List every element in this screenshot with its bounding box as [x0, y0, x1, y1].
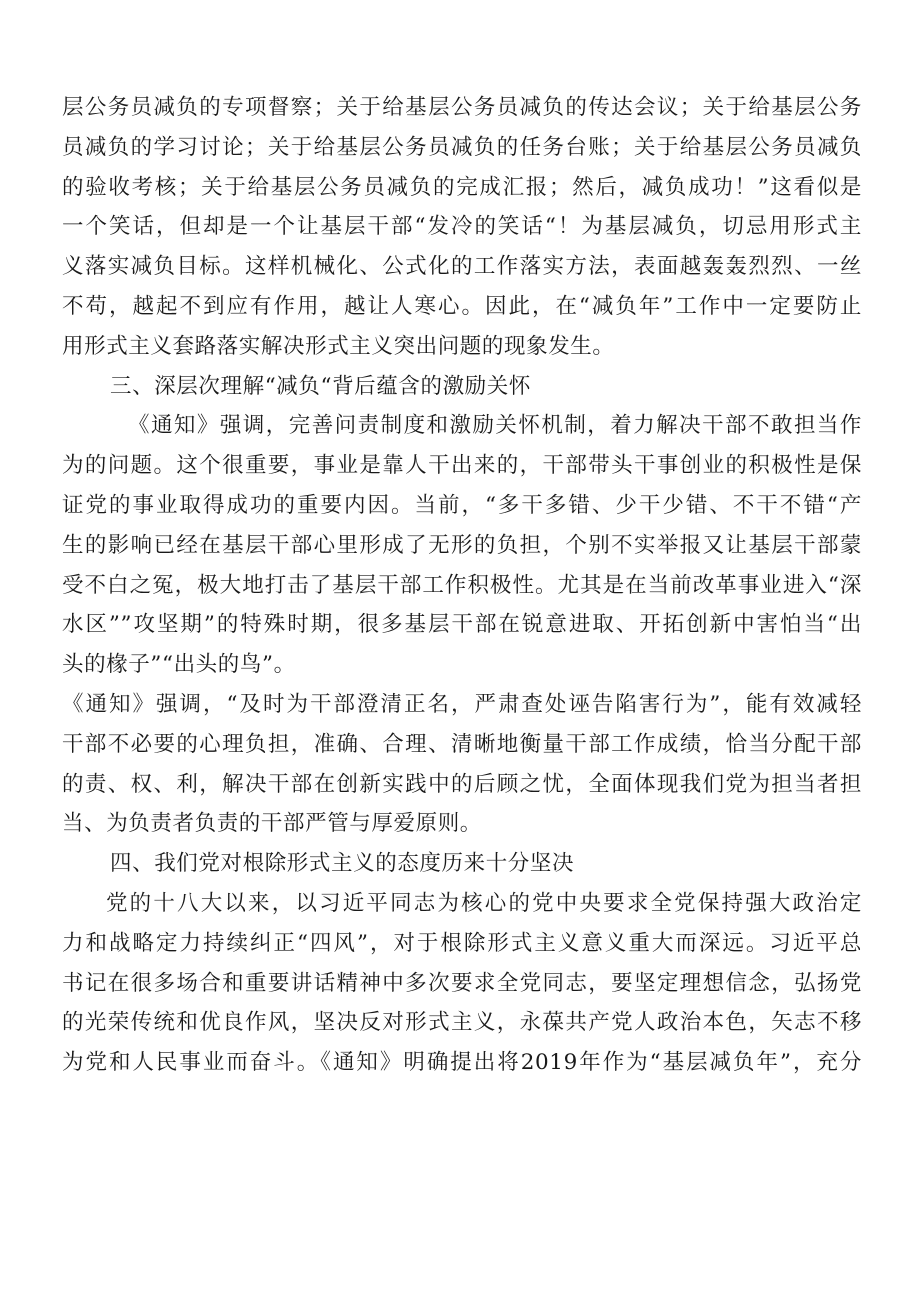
text-line: 为的问题。这个很重要，事业是靠人干出来的，干部带头干事创业的积极性是保 — [62, 453, 862, 479]
text-line: 头的椽子”“出头的鸟”。 — [62, 652, 296, 678]
text-line: 一个笑话，但却是一个让基层干部“发冷的笑话“！为基层减负，切忌用形式主 — [62, 214, 862, 240]
text-line: 员减负的学习讨论；关于给基层公务员减负的任务台账；关于给基层公务员减负 — [62, 134, 862, 160]
text-line: 为党和人民事业而奋斗。《通知》明确提出将2019年作为“基层减负年”，充分 — [62, 1050, 862, 1076]
text-line: 义落实减负目标。这样机械化、公式化的工作落实方法，表面越轰轰烈烈、一丝 — [62, 254, 862, 280]
text-line: 干部不必要的心理负担，准确、合理、清晰地衡量干部工作成绩，恰当分配干部 — [62, 731, 862, 757]
text-line: 党的十八大以来，以习近平同志为核心的党中央要求全党保持强大政治定 — [106, 890, 862, 916]
text-line: 证党的事业取得成功的重要内因。当前，“多干多错、少干少错、不干不错“产 — [62, 492, 862, 518]
text-line: 《通知》强调，完善问责制度和激励关怀机制，着力解决干部不敢担当作 — [128, 413, 862, 439]
text-line: 《通知》强调，“及时为干部澄清正名，严肃查处诬告陷害行为”，能有效减轻 — [62, 691, 862, 717]
text-line: 生的影响已经在基层干部心里形成了无形的负担，个别不实举报又让基层干部蒙 — [62, 532, 862, 558]
text-line: 的责、权、利，解决干部在创新实践中的后顾之忧，全面体现我们党为担当者担 — [62, 771, 862, 797]
text-line: 受不白之冤，极大地打击了基层干部工作积极性。尤其是在当前改革事业进入“深 — [62, 572, 862, 598]
section-heading: 三、深层次理解“减负“背后蕴含的激励关怀 — [110, 373, 531, 399]
text-line: 层公务员减负的专项督察；关于给基层公务员减负的传达会议；关于给基层公务 — [62, 95, 862, 120]
text-line: 的验收考核；关于给基层公务员减负的完成汇报；然后，减负成功！”这看似是 — [62, 174, 862, 200]
text-line: 不苟，越起不到应有作用，越让人寒心。因此，在“减负年”工作中一定要防止 — [62, 293, 862, 319]
section-heading: 四、我们党对根除形式主义的态度历来十分坚决 — [110, 851, 575, 877]
text-line: 的光荣传统和优良作风，坚决反对形式主义，永葆共产党人政治本色，矢志不移 — [62, 1010, 862, 1036]
text-line: 水区””攻坚期”的特殊时期，很多基层干部在锐意进取、开拓创新中害怕当“出 — [62, 612, 862, 638]
document-page — [62, 88, 862, 1083]
text-line: 用形式主义套路落实解决形式主义突出问题的现象发生。 — [62, 333, 615, 359]
text-line: 书记在很多场合和重要讲话精神中多次要求全党同志，要坚定理想信念，弘扬党 — [62, 970, 862, 996]
text-line: 力和战略定力持续纠正“四风”，对于根除形式主义意义重大而深远。习近平总 — [62, 930, 862, 956]
text-line: 当、为负责者负责的干部严管与厚爱原则。 — [62, 811, 482, 837]
